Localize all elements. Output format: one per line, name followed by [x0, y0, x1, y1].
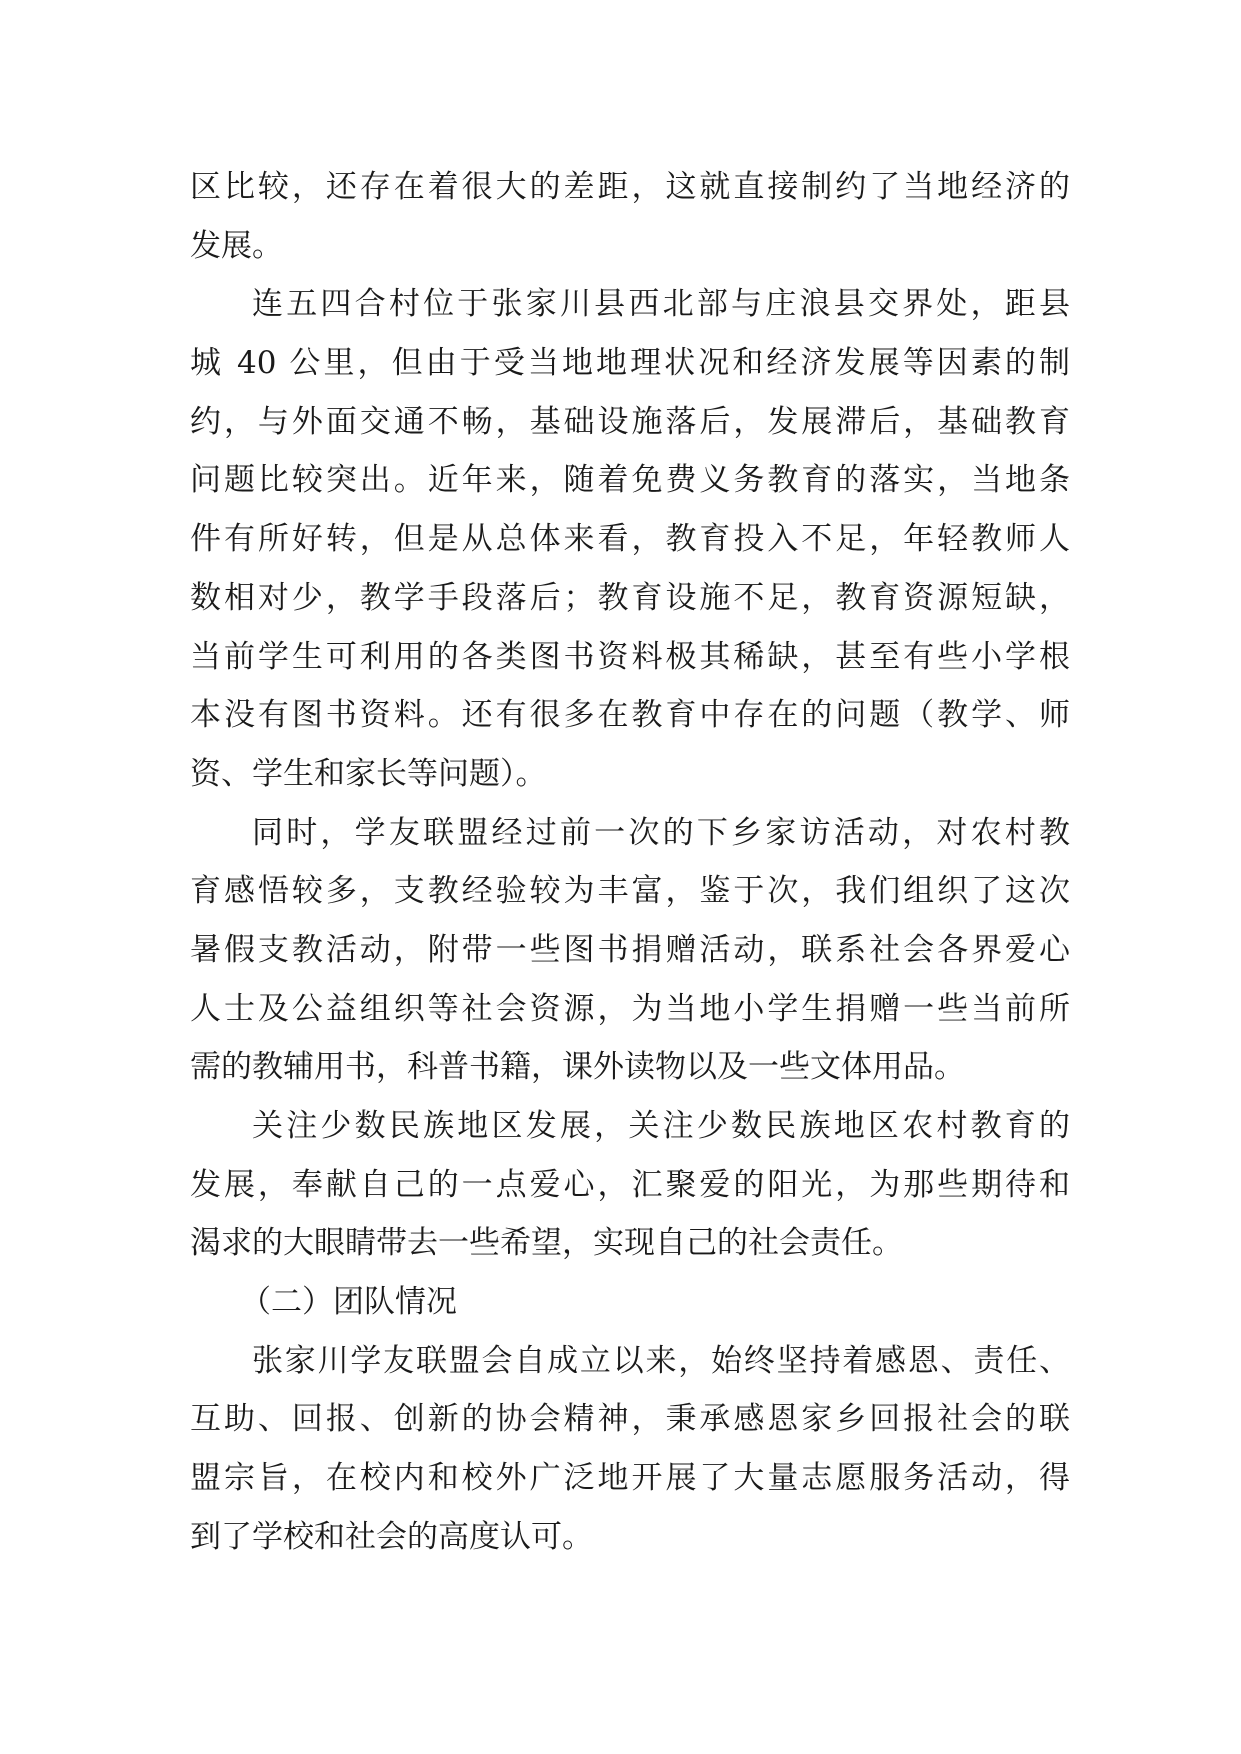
- text-line: 资、学生和家长等问题）。: [190, 755, 547, 792]
- text-line: 约，与外面交通不畅，基础设施落后，发展滞后，基础教育: [190, 403, 1070, 440]
- text-line: 发展。: [190, 227, 283, 264]
- text-line: 发展，奉献自己的一点爱心，汇聚爱的阳光，为那些期待和: [190, 1166, 1070, 1203]
- text-line: 到了学校和社会的高度认可。: [190, 1518, 593, 1555]
- text-line: 张家川学友联盟会自成立以来，始终坚持着感恩、责任、: [252, 1342, 1070, 1379]
- text-line: 人士及公益组织等社会资源，为当地小学生捐赠一些当前所: [190, 990, 1070, 1027]
- text-line: 连五四合村位于张家川县西北部与庄浪县交界处，距县: [252, 286, 1070, 323]
- text-line: 当前学生可利用的各类图书资料极其稀缺，甚至有些小学根: [190, 638, 1070, 675]
- text-line: 问题比较突出。近年来，随着免费义务教育的落实，当地条: [190, 462, 1070, 499]
- paragraph: [190, 275, 1070, 803]
- text-line: 渴求的大眼睛带去一些希望，实现自己的社会责任。: [190, 1225, 903, 1262]
- section-heading: （二）团队情况: [240, 1284, 457, 1321]
- paragraph: [190, 804, 1070, 1097]
- text-line: 本没有图书资料。还有很多在教育中存在的问题（教学、师: [190, 697, 1070, 734]
- text-line: 件有所好转，但是从总体来看，教育投入不足，年轻教师人: [190, 521, 1070, 558]
- body-text: [190, 158, 1070, 1567]
- text-line: 需的教辅用书，科普书籍，课外读物以及一些文体用品。: [190, 1049, 965, 1086]
- text-line: 关注少数民族地区发展，关注少数民族地区农村教育的: [252, 1108, 1070, 1144]
- paragraph: [190, 1097, 1070, 1273]
- text-line: 暑假支教活动，附带一些图书捐赠活动，联系社会各界爱心: [190, 931, 1070, 968]
- text-line: 同时，学友联盟经过前一次的下乡家访活动，对农村教: [252, 814, 1070, 851]
- text-line: 区比较，还存在着很大的差距，这就直接制约了当地经济的: [190, 169, 1070, 205]
- text-line: 育感悟较多，支教经验较为丰富，鉴于次，我们组织了这次: [190, 873, 1070, 910]
- text-line: 城 40 公里，但由于受当地地理状况和经济发展等因素的制: [190, 345, 1070, 382]
- text-line: 数相对少，教学手段落后；教育设施不足，教育资源短缺，: [190, 579, 1070, 616]
- paragraph: [190, 158, 1070, 275]
- paragraph: [190, 1332, 1070, 1567]
- text-line: 盟宗旨，在校内和校外广泛地开展了大量志愿服务活动，得: [190, 1460, 1070, 1497]
- text-line: 互助、回报、创新的协会精神，秉承感恩家乡回报社会的联: [190, 1401, 1070, 1438]
